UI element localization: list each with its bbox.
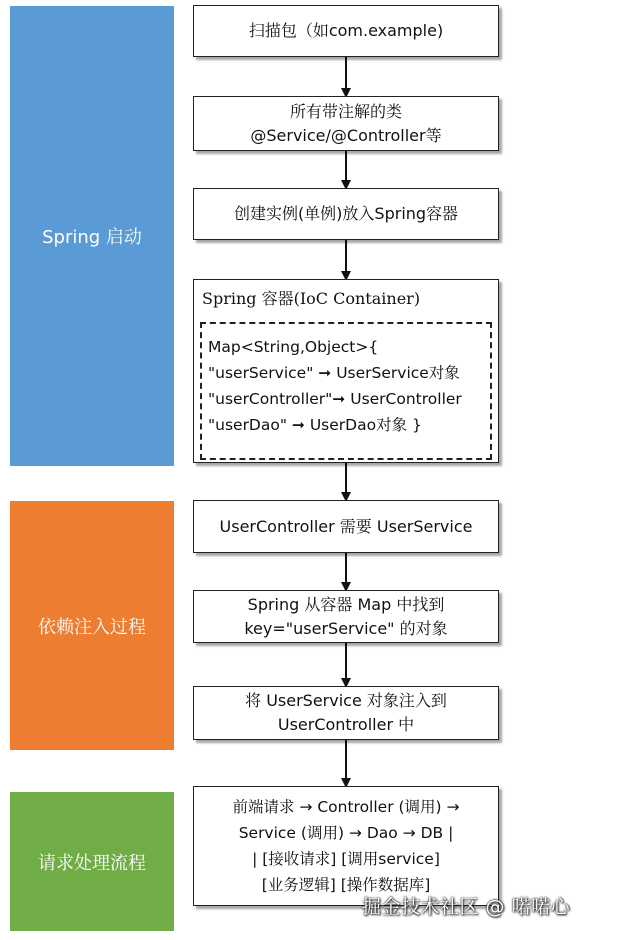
req-line-3: | [接收请求] [调用service]	[252, 850, 440, 868]
step-find-line1: Spring 从容器 Map 中找到	[247, 594, 445, 614]
phase-dependency-injection-label: 依赖注入过程	[38, 616, 146, 638]
step-find-in-container	[193, 590, 499, 643]
req-line-4: [业务逻辑] [操作数据库]	[261, 876, 431, 894]
map-line-2: "userService" ➞ UserService对象	[208, 364, 460, 382]
phase-spring-startup	[10, 6, 174, 466]
req-line-1: 前端请求 → Controller (调用) →	[232, 798, 460, 816]
step-annotated-line1: 所有带注解的类	[289, 101, 402, 121]
step-annotated-line2: @Service/@Controller等	[250, 125, 442, 145]
phase-spring-startup-label: Spring 启动	[42, 227, 142, 248]
step-scan-package	[193, 5, 499, 57]
step-create-instance-text: 创建实例(单例)放入Spring容器	[233, 204, 459, 223]
step-scan-package-text: 扫描包（如com.example)	[248, 21, 444, 40]
step-find-line2: key="userService" 的对象	[244, 618, 448, 638]
watermark: 掘金技术社区 @ 喏喏心	[362, 896, 571, 918]
ioc-container-title: Spring 容器(IoC Container)	[202, 289, 421, 308]
req-line-2: Service (调用) → Dao → DB |	[238, 824, 454, 842]
map-line-3: "userController"➞ UserController	[208, 390, 462, 408]
phase-dependency-injection	[10, 501, 174, 750]
phase-request-flow	[10, 792, 174, 931]
step-annotated-classes	[193, 96, 499, 151]
phase-request-flow-label: 请求处理流程	[38, 852, 146, 874]
map-line-1: Map<String,Object>{	[208, 338, 379, 356]
step-request-flow	[193, 786, 499, 906]
step-create-instance	[193, 188, 499, 240]
step-inject-service	[193, 686, 499, 740]
step-inject-line1: 将 UserService 对象注入到	[245, 691, 447, 710]
step-inject-line2: UserController 中	[277, 715, 415, 734]
step-controller-needs-service	[193, 500, 499, 553]
ioc-container-box	[193, 279, 499, 463]
step-needs-text: UserController 需要 UserService	[219, 516, 473, 536]
map-line-4: "userDao" ➞ UserDao对象 }	[208, 416, 422, 434]
container-map	[200, 322, 492, 460]
